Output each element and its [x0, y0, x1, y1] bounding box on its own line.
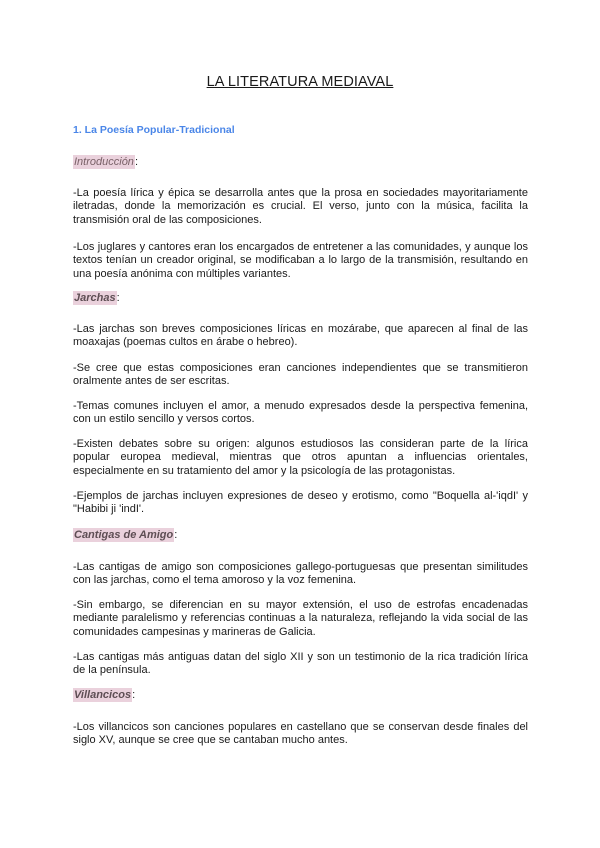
paragraph: -Las jarchas son breves composiciones líricas en mozárabe, que aparecen al final de las moaxajas (poemas cultos en árabe o hebreo). — [73, 323, 528, 349]
subheading-colon: : — [132, 689, 136, 701]
paragraph: -Temas comunes incluyen el amor, a menudo expresados desde la perspectiva femenina, con un estilo sencillo y versos cortos. — [73, 400, 528, 426]
section-heading: 1. La Poesía Popular-Tradicional — [73, 124, 235, 136]
subheading-colon: : — [174, 529, 178, 541]
paragraph: -Existen debates sobre su origen: algunos estudiosos las consideran parte de la lírica popular europea medieval, mientras que otros apuntan a influencias orientales, especialmente en su tratamiento del amor y la psicología de las protagonistas. — [73, 438, 528, 477]
paragraph: -Se cree que estas composiciones eran canciones independientes que se transmitieron oralmente antes de ser escritas. — [73, 362, 528, 388]
paragraph: -Las cantigas más antiguas datan del siglo XII y son un testimonio de la rica tradición lírica de la península. — [73, 651, 528, 677]
paragraph: -Sin embargo, se diferencian en su mayor extensión, el uso de estrofas encadenadas mediante paralelismo y referencias continuas a la naturaleza, reflejando la vida social de las comunidades campesinas y marineras de Galicia. — [73, 599, 528, 638]
subheading-label: Cantigas de Amigo — [74, 529, 174, 541]
subheading-colon: : — [134, 156, 138, 168]
subheading-colon: : — [116, 292, 120, 304]
document-title: LA LITERATURA MEDIAVAL — [206, 74, 394, 90]
subheading-jarchas — [73, 291, 120, 305]
paragraph: -Ejemplos de jarchas incluyen expresiones de deseo y erotismo, como "Boquella al-'iqdI' y "Habibi ji 'indI'. — [73, 490, 528, 516]
subheading-villancicos — [73, 688, 135, 702]
subheading-label: Jarchas — [74, 292, 116, 304]
subheading-label: Introducción — [74, 156, 134, 168]
paragraph: -La poesía lírica y épica se desarrolla antes que la prosa en sociedades mayoritariamente iletradas, donde la memorización es crucial. El verso, junto con la música, facilita la transmisión oral de las composiciones. — [73, 187, 528, 226]
subheading-cantigas-de-amigo — [73, 528, 177, 542]
paragraph: -Las cantigas de amigo son composiciones gallego-portuguesas que presentan similitudes con las jarchas, como el tema amoroso y la voz femenina. — [73, 561, 528, 587]
subheading-label: Villancicos — [74, 689, 132, 701]
subheading-introduccion — [73, 155, 138, 169]
paragraph: -Los villancicos son canciones populares en castellano que se conservan desde finales del siglo XV, aunque se cree que se cantaban mucho antes. — [73, 721, 528, 747]
paragraph: -Los juglares y cantores eran los encargados de entretener a las comunidades, y aunque los textos tenían un creador original, se modificaban a lo largo de la transmisión, resultando en una poesía anónima con múltiples variantes. — [73, 241, 528, 280]
